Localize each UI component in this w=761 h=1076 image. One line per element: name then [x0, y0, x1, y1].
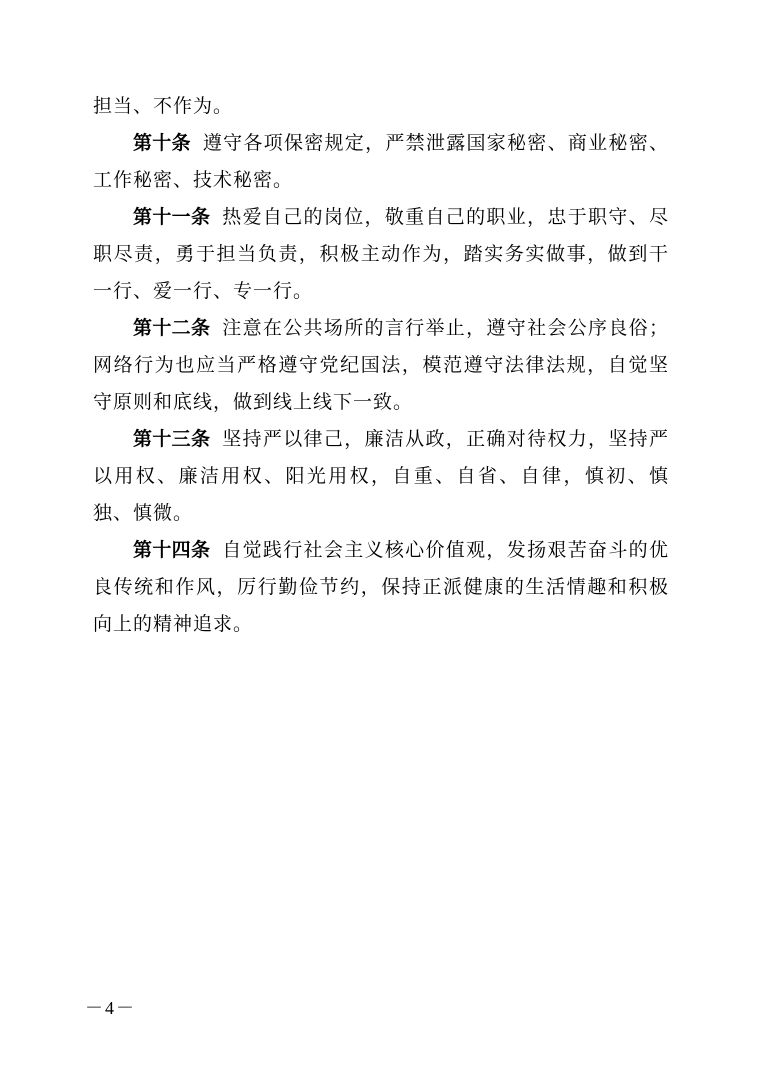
paragraph-text: 自觉践行社会主义核心价值观，发扬艰苦奋斗的优良传统和作风，厉行勤俭节约，保持正派健康的生活情趣和积极向上的精神追求。 — [93, 539, 669, 635]
article-number: 第十三条 — [133, 428, 211, 450]
article-13-paragraph — [93, 421, 669, 532]
article-11-paragraph — [93, 199, 669, 310]
paragraph-text: 遵守各项保密规定，严禁泄露国家秘密、商业秘密、工作秘密、技术秘密。 — [93, 132, 669, 191]
paragraph-continuation — [93, 88, 669, 125]
article-number: 第十条 — [133, 132, 191, 154]
paragraph-text: 坚持严以律己，廉洁从政，正确对待权力，坚持严以用权、廉洁用权、阳光用权，自重、自省、自律，慎初、慎独、慎微。 — [93, 428, 669, 524]
paragraph-text: 热爱自己的岗位，敬重自己的职业，忠于职守、尽职尽责，勇于担当负责，积极主动作为，踏实务实做事，做到干一行、爱一行、专一行。 — [93, 206, 669, 302]
article-12-paragraph — [93, 310, 669, 421]
paragraph-text: 担当、不作为。 — [93, 95, 234, 117]
article-number: 第十一条 — [133, 206, 211, 228]
article-10-paragraph — [93, 125, 669, 199]
document-body — [93, 88, 669, 643]
article-number: 第十四条 — [133, 539, 211, 561]
paragraph-text: 注意在公共场所的言行举止，遵守社会公序良俗；网络行为也应当严格遵守党纪国法，模范遵守法律法规，自觉坚守原则和底线，做到线上线下一致。 — [93, 317, 669, 413]
article-14-paragraph — [93, 532, 669, 643]
page-number: －4－ — [85, 998, 136, 1018]
article-number: 第十二条 — [133, 317, 211, 339]
